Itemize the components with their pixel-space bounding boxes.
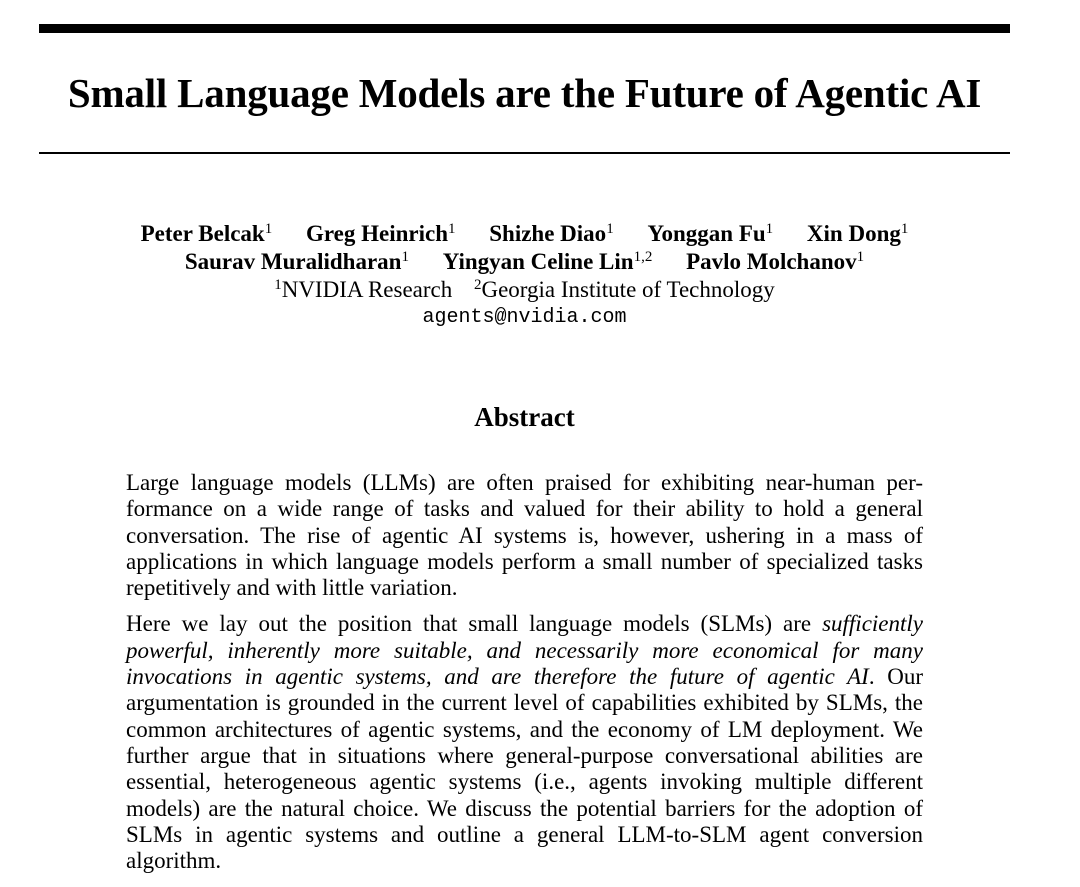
affiliations [39,276,1010,304]
author: Greg Heinrich$^1$ [305,221,456,246]
author: Saurav Muralidharan$^1$ [184,249,409,274]
abstract-paragraph-1: Large language models (LLMs) are often praised for exhibiting near-human per-formance on a wide range of tasks and valued for their ability to hold a general conversation. The rise of agentic AI systems is, however, ushering in a mass of applications in which language models perform a small number of specialized tasks repetitively and with little variation. [126,470,923,601]
abstract-body [126,470,923,884]
paper-title: Small Language Models are the Future of Agentic AI [67,70,982,116]
author: Yonggan Fu$^1$ [647,221,774,246]
contact-email[interactable]: agents@nvidia.com [422,306,627,329]
author-block [39,220,1010,332]
title-top-rule [39,24,1010,33]
abstract-emphasis: sufficiently powerful, inherently more suitable, and necessarily more economical for many invocations in agentic systems, and are therefore the future of agentic AI [126,611,923,690]
affiliation: $^1$NVIDIA Research [274,277,453,302]
title-bottom-rule [39,152,1010,154]
abstract-heading: Abstract [474,402,575,432]
author: Xin Dong$^1$ [806,221,909,246]
author: Shizhe Diao$^1$ [489,221,614,246]
author-line-1 [39,220,1010,248]
author: Yingyan Celine Lin$^{1,2}$ [442,249,653,274]
author: Pavlo Molchanov$^1$ [686,249,865,274]
author-line-2 [39,248,1010,276]
affiliation: $^2$Georgia Institute of Technology [473,277,775,302]
abstract-paragraph-2: Here we lay out the position that small language models (SLMs) are sufficiently powerful, inherently more suitable, and necessarily more economical for many invocations in agentic systems, and are therefore the future of agentic AI. Our argumentation is grounded in the current level of capabilities exhibited by SLMs, the common architectures of agentic systems, and the economy of LM deployment. We further argue that in situations where general-purpose conversational abilities are essential, heterogeneous agentic systems (i.e., agents invoking multiple different models) are the natural choice. We discuss the potential barriers for the adoption of SLMs in agentic systems and outline a general LLM-to-SLM agent conversion algorithm. [126,611,923,874]
author: Peter Belcak$^1$ [140,221,273,246]
